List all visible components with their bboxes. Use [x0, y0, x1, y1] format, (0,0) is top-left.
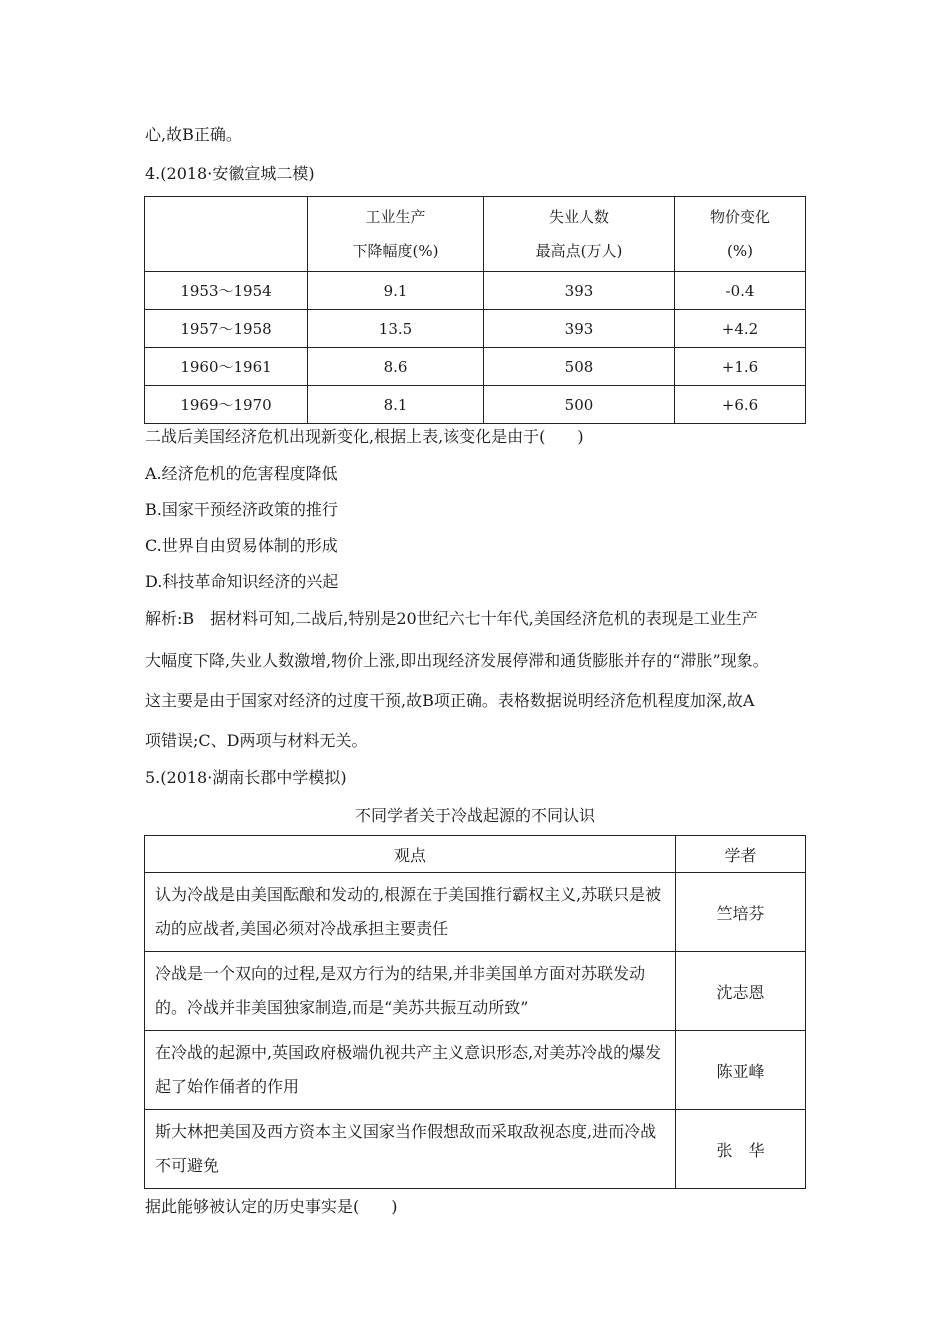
- header-cell-industrial-decline: 工业生产 下降幅度(%): [308, 197, 484, 272]
- value-cell: 508: [484, 348, 675, 386]
- table-row: [145, 348, 806, 386]
- question-5-stem: 据此能够被认定的历史事实是( ): [145, 1197, 398, 1216]
- analysis-line: 解析:B 据材料可知,二战后,特别是20世纪六七十年代,美国经济危机的表现是工业生产: [145, 609, 758, 628]
- value-cell: +1.6: [675, 348, 806, 386]
- period-cell: 1953～1954: [145, 272, 308, 310]
- value-cell: 9.1: [308, 272, 484, 310]
- viewpoint-cell: 认为冷战是由美国酝酿和发动的,根源在于美国推行霸权主义,苏联只是被动的应战者,美国必须对冷战承担主要责任: [145, 873, 676, 952]
- cold-war-views-table: [144, 835, 806, 1189]
- scholar-cell: 陈亚峰: [676, 1031, 806, 1110]
- value-cell: 13.5: [308, 310, 484, 348]
- table-row: [145, 272, 806, 310]
- viewpoint-cell: 冷战是一个双向的过程,是双方行为的结果,并非美国单方面对苏联发动的。冷战并非美国独家制造,而是“美苏共振互动所致”: [145, 952, 676, 1031]
- scholar-cell: 竺培芬: [676, 873, 806, 952]
- economic-crisis-table: [144, 196, 806, 424]
- scholar-cell: 沈志恩: [676, 952, 806, 1031]
- table-row: [145, 386, 806, 424]
- analysis-line: 这主要是由于国家对经济的过度干预,故B项正确。表格数据说明经济危机程度加深,故A: [145, 691, 755, 710]
- value-cell: 8.6: [308, 348, 484, 386]
- period-cell: 1969～1970: [145, 386, 308, 424]
- option-c: C.世界自由贸易体制的形成: [145, 536, 338, 555]
- value-cell: 8.1: [308, 386, 484, 424]
- option-d: D.科技革命知识经济的兴起: [145, 572, 339, 591]
- table-row: [145, 310, 806, 348]
- header-cell-price-change: 物价变化 (%): [675, 197, 806, 272]
- question-5-header: 5.(2018·湖南长郡中学模拟): [145, 768, 347, 787]
- table-row: [145, 1031, 806, 1110]
- viewpoint-cell: 在冷战的起源中,英国政府极端仇视共产主义意识形态,对美苏冷战的爆发起了始作俑者的作用: [145, 1031, 676, 1110]
- table-row: [145, 952, 806, 1031]
- option-a: A.经济危机的危害程度降低: [145, 464, 338, 483]
- table-header-row: [145, 197, 806, 272]
- header-cell-viewpoint: 观点: [145, 836, 676, 873]
- table-header-row: [145, 836, 806, 873]
- question-4-header: 4.(2018·安徽宣城二模): [145, 164, 315, 183]
- value-cell: 393: [484, 272, 675, 310]
- header-cell-scholar: 学者: [676, 836, 806, 873]
- header-cell-empty: [145, 197, 308, 272]
- header-cell-unemployment: 失业人数 最高点(万人): [484, 197, 675, 272]
- viewpoint-cell: 斯大林把美国及西方资本主义国家当作假想敌而采取敌视态度,进而冷战不可避免: [145, 1110, 676, 1189]
- analysis-line: 大幅度下降,失业人数激增,物价上涨,即出现经济发展停滞和通货膨胀并存的“滞胀”现象。: [145, 651, 769, 670]
- analysis-line: 项错误;C、D两项与材料无关。: [145, 731, 368, 750]
- question-4-stem: 二战后美国经济危机出现新变化,根据上表,该变化是由于( ): [145, 427, 584, 446]
- previous-answer-tail: 心,故B正确。: [145, 125, 242, 144]
- value-cell: +6.6: [675, 386, 806, 424]
- period-cell: 1960～1961: [145, 348, 308, 386]
- value-cell: 500: [484, 386, 675, 424]
- scholar-cell: 张 华: [676, 1110, 806, 1189]
- value-cell: -0.4: [675, 272, 806, 310]
- period-cell: 1957～1958: [145, 310, 308, 348]
- table-row: [145, 1110, 806, 1189]
- option-b: B.国家干预经济政策的推行: [145, 500, 338, 519]
- table-title: 不同学者关于冷战起源的不同认识: [354, 806, 595, 825]
- value-cell: +4.2: [675, 310, 806, 348]
- value-cell: 393: [484, 310, 675, 348]
- table-row: [145, 873, 806, 952]
